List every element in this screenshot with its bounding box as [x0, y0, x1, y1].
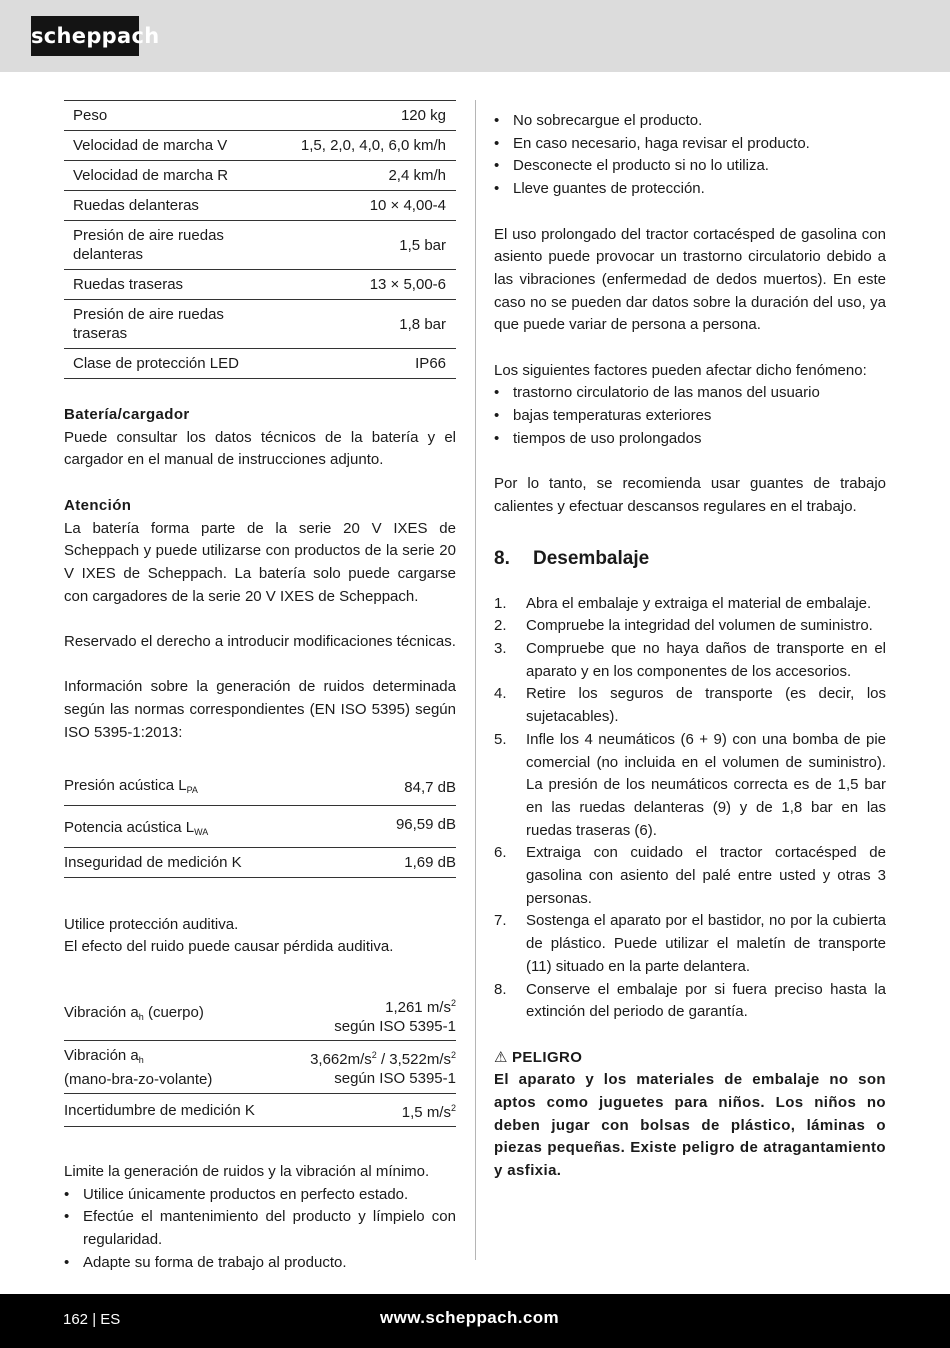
- factors-intro: Los siguientes factores pueden afectar dicho fenómeno:: [494, 361, 867, 379]
- table-row: [64, 270, 456, 300]
- noise-power-value: 96,59 dB: [357, 805, 456, 847]
- spec-label: Ruedas traseras: [64, 270, 291, 300]
- spec-label: Clase de protección LED: [64, 349, 291, 379]
- page-footer: [0, 1294, 950, 1348]
- limit-list: [64, 1184, 456, 1275]
- factors-list: [494, 382, 886, 450]
- noise-intro: Información sobre la generación de ruidos determinada según las normas correspondientes (EN ISO 5395) según ISO 5395-1:2013:: [64, 678, 456, 741]
- table-row: [64, 805, 456, 847]
- table-row: [64, 161, 456, 191]
- vibration-hand-label: Vibración $a_h$ (mano-bra-zo-volante): [64, 1040, 286, 1093]
- section-heading: 8. Desembalaje: [494, 547, 650, 569]
- danger-heading: ⚠ PELIGRO: [494, 1047, 886, 1070]
- noise-pressure-value: 84,7 dB: [357, 767, 456, 806]
- vibration-body-value: 1,261 $m/s^2$ según ISO 5395-1: [286, 989, 456, 1041]
- list-item: 4. Retire los seguros de transporte (es decir, los sujetacables).: [494, 685, 886, 726]
- left-column: [64, 100, 456, 1274]
- list-item: • Utilice únicamente productos en perfecto estado.: [64, 1184, 456, 1207]
- spec-value: IP66: [291, 349, 456, 379]
- list-item: • Desconecte el producto si no lo utiliza.: [494, 155, 886, 178]
- list-item: 2. Compruebe la integridad del volumen de suministro.: [494, 617, 873, 635]
- noise-table: [64, 767, 456, 878]
- table-row: [64, 767, 456, 806]
- page-header: [0, 0, 950, 72]
- noise-pressure-label: Presión acústica $L_{PA}$: [64, 767, 357, 806]
- list-item: 1. Abra el embalaje y extraiga el material de embalaje.: [494, 594, 872, 612]
- table-row: [64, 221, 456, 270]
- table-row: [64, 847, 456, 877]
- list-item: • Lleve guantes de protección.: [494, 178, 886, 201]
- danger-text: El aparato y los materiales de embalaje no son aptos como juguetes para niños. Los niños no deben jugar con bolsas de plástico, láminas o piezas pequeñas. Existe peligro de atragantamiento y asfixia.: [494, 1071, 886, 1180]
- list-item: 5. Infle los 4 neumáticos (6 + 9) con una bomba de pie comercial (no incluida en el volumen de suministro). La presión de los neumáticos correcta es de 1,5 bar en las ruedas delanteras (9) y de 1,8 bar en las ruedas traseras (6).: [494, 730, 886, 839]
- spec-value: 1,8 bar: [291, 300, 456, 349]
- attention-title: Atención: [64, 496, 132, 514]
- list-item: • bajas temperaturas exteriores: [494, 405, 886, 428]
- unpacking-steps: [494, 593, 886, 1024]
- list-item: 3. Compruebe que no haya daños de transporte en el aparato y en los componentes de los accesorios.: [494, 640, 886, 680]
- limit-intro: Limite la generación de ruidos y la vibración al mínimo.: [64, 1162, 430, 1180]
- table-row: [64, 300, 456, 349]
- spec-value: 2,4 km/h: [291, 161, 456, 191]
- spec-value: 1,5 bar: [291, 221, 456, 270]
- spec-label: Presión de aire ruedas delanteras: [64, 221, 291, 270]
- noise-uncertainty-label: Inseguridad de medición K: [64, 847, 357, 877]
- right-column: [494, 110, 886, 1183]
- hearing-loss-warning: El efecto del ruido puede causar pérdida auditiva.: [64, 938, 394, 956]
- page-number: 162 | ES: [63, 1311, 121, 1328]
- safety-bullets: [494, 110, 886, 201]
- reserved-text: Reservado el derecho a introducir modificaciones técnicas.: [64, 633, 456, 650]
- spec-label: Ruedas delanteras: [64, 191, 291, 221]
- vibration-body-label: Vibración $a_h$ (cuerpo): [64, 989, 286, 1041]
- website-link[interactable]: www.scheppach.com: [380, 1308, 560, 1327]
- warning-triangle-icon: ⚠: [494, 1048, 508, 1066]
- spec-value: 1,5, 2,0, 4,0, 6,0 km/h: [291, 131, 456, 161]
- list-item: • Adapte su forma de trabajo al producto.: [64, 1252, 456, 1275]
- list-item: • En caso necesario, haga revisar el producto.: [494, 133, 886, 156]
- table-row: [64, 989, 456, 1041]
- specs-table: [64, 100, 456, 379]
- vibration-hand-value: $3,662m/s^2 / 3,522m/s^2$ según ISO 5395-1: [286, 1040, 456, 1093]
- battery-text: Puede consultar los datos técnicos de la batería y el cargador en el manual de instrucciones adjunto.: [64, 428, 456, 469]
- table-row: [64, 349, 456, 379]
- table-row: [64, 191, 456, 221]
- table-row: [64, 1093, 456, 1126]
- table-row: [64, 101, 456, 131]
- list-item: • trastorno circulatorio de las manos del usuario: [494, 382, 886, 405]
- list-item: • tiempos de uso prolongados: [494, 428, 886, 451]
- spec-label: Presión de aire ruedas traseras: [64, 300, 291, 349]
- spec-value: 120 kg: [291, 101, 456, 131]
- hearing-protection: Utilice protección auditiva.: [64, 915, 239, 933]
- attention-text: La batería forma parte de la serie 20 V IXES de Scheppach y puede utilizarse con productos de la serie 20 V IXES de Scheppach. La batería solo puede cargarse con cargadores de la serie 20 V IXES de Scheppach.: [64, 519, 456, 605]
- vibration-table: [64, 989, 456, 1127]
- table-row: [64, 1040, 456, 1093]
- table-row: [64, 131, 456, 161]
- spec-label: Peso: [64, 101, 291, 131]
- vibration-uncertainty-value: 1,5 $m/s^2$: [286, 1093, 456, 1126]
- vibration-uncertainty-label: Incertidumbre de medición K: [64, 1093, 286, 1126]
- column-divider: [475, 100, 476, 1260]
- list-item: 8. Conserve el embalaje por si fuera preciso hasta la extinción del periodo de garantía.: [494, 980, 886, 1021]
- noise-power-label: Potencia acústica $L_{WA}$: [64, 805, 357, 847]
- spec-label: Velocidad de marcha R: [64, 161, 291, 191]
- list-item: 6. Extraiga con cuidado el tractor cortacésped de gasolina con asiento del palé entre usted y otras 3 personas.: [494, 844, 886, 907]
- noise-uncertainty-value: 1,69 dB: [357, 847, 456, 877]
- list-item: • Efectúe el mantenimiento del producto y límpielo con regularidad.: [64, 1206, 456, 1251]
- spec-value: 13 × 5,00-6: [291, 270, 456, 300]
- list-item: 7. Sostenga el aparato por el bastidor, no por la cubierta de plástico. Puede utilizar el maletín de transporte (11) situado en la parte delantera.: [494, 912, 886, 975]
- prolonged-use-text: El uso prolongado del tractor cortacésped de gasolina con asiento puede provocar un trastorno circulatorio debido a las vibraciones (enfermedad de dedos muertos). En este caso no se pueden dar datos sobre la duración del uso, ya que puede variar de persona a persona.: [494, 225, 886, 334]
- gloves-advice: Por lo tanto, se recomienda usar guantes de trabajo calientes y efectuar descansos regulares en el trabajo.: [494, 475, 886, 515]
- spec-label: Velocidad de marcha V: [64, 131, 291, 161]
- list-item: • No sobrecargue el producto.: [494, 110, 886, 133]
- scheppach-logo: scheppach: [31, 16, 139, 56]
- spec-value: 10 × 4,00-4: [291, 191, 456, 221]
- battery-title: Batería/cargador: [64, 406, 190, 423]
